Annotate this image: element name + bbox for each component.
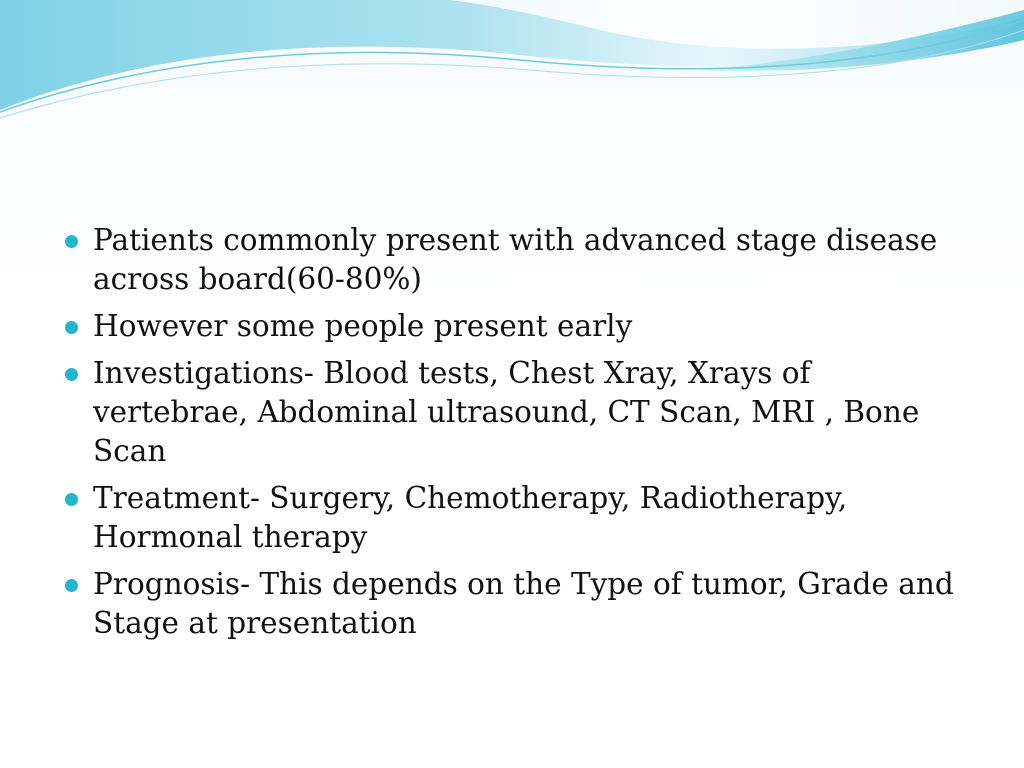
slide-content [62,221,962,651]
bullet-dot-icon [65,235,78,248]
bullet-text: Investigations- Blood tests, Chest Xray, Xrays of vertebrae, Abdominal ultrasound, CT Scan, MRI , Bone Scan [93,356,920,468]
bullet-item [62,221,962,299]
bullet-text: Patients commonly present with advanced stage disease across board(60-80%) [93,223,938,296]
bullet-text: Prognosis- This depends on the Type of tumor, Grade and Stage at presentation [93,567,954,640]
bullet-dot-icon [65,321,78,334]
bullet-dot-icon [65,579,78,592]
header-wave-decoration [0,0,1024,130]
bullet-item [62,354,962,471]
bullet-text: Treatment- Surgery, Chemotherapy, Radiotherapy, Hormonal therapy [93,481,848,554]
bullet-list [62,221,962,643]
bullet-item [62,565,962,643]
bullet-dot-icon [65,493,78,506]
bullet-text: However some people present early [93,309,633,343]
bullet-dot-icon [65,368,78,381]
bullet-item [62,307,962,346]
bullet-item [62,479,962,557]
